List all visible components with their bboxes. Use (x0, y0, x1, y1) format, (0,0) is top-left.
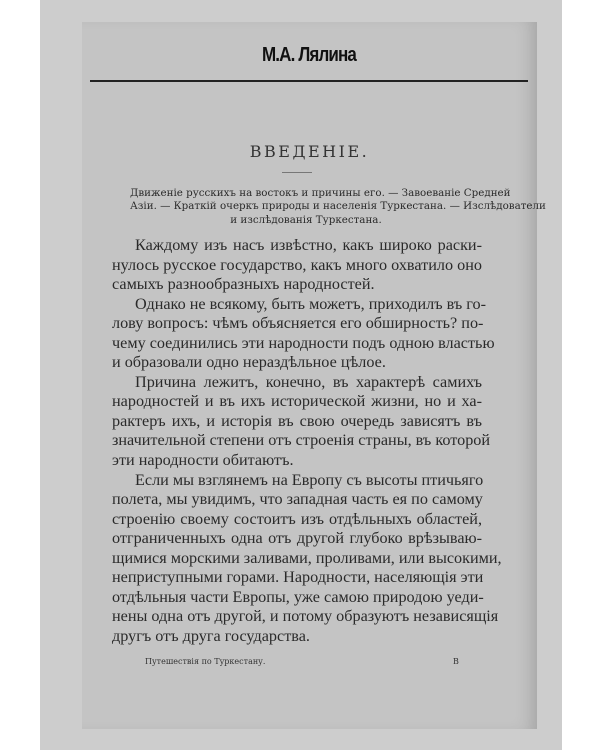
text-line: Причина лежитъ, конечно, въ характерѣ самихъ (135, 372, 482, 391)
text-line: рактеръ ихъ, и исторія въ свою очередь зависятъ въ (112, 411, 482, 430)
chapter-title: ВВЕДЕНІЕ. (249, 142, 370, 161)
text-line: и образовали одно нераздѣльное цѣлое. (112, 353, 386, 372)
text-line: отграниченныхъ одна отъ другой глубоко врѣзываю- (112, 529, 482, 548)
text-line: Каждому изъ насъ извѣстно, какъ широко раски- (135, 236, 482, 254)
text-line: щимися морскими заливами, проливами, или высокими, (112, 548, 502, 567)
text-line: значительной степени отъ строенія страны, въ которой (112, 431, 491, 450)
text-line: эти народности обитаютъ. (112, 451, 294, 470)
text-line: нены одна отъ другой, и потому образуютъ независящія (112, 607, 499, 626)
text-line: отдѣльныя части Европы, уже самою природою уеди- (112, 587, 484, 606)
text-line: другъ отъ друга государства. (112, 626, 310, 645)
running-footer: Путешествія по Туркестану. (145, 657, 266, 666)
signature-mark: В (453, 657, 459, 666)
text-line: Если мы взглянемъ на Европу съ высоты птичьяго (135, 470, 484, 489)
text-line: народностей и въ ихъ исторической жизни, но и ха- (112, 392, 482, 411)
summary-line: Азіи. — Краткій очеркъ природы и населенія Туркестана. — Изслѣдователи (130, 200, 546, 213)
text-line: лову вопросъ: чѣмъ объясняется его обширность? по- (112, 314, 484, 333)
text-line: самыхъ разнообразныхъ народностей. (112, 275, 375, 294)
author-header: М.А. Лялина (261, 44, 357, 66)
body-text (112, 236, 502, 646)
summary-line: и изслѣдованія Туркестана. (230, 213, 382, 226)
text-line: чему соединились эти народности подъ одною властью (112, 333, 495, 352)
header-rule (90, 80, 528, 82)
text-line: нулось русское государство, какъ много охватило оно (112, 255, 482, 274)
text-line: неприступными горами. Народности, населяющія эти (112, 568, 484, 587)
text-line: Однако не всякому, быть можетъ, приходилъ въ го- (135, 294, 486, 313)
title-rule (282, 172, 312, 173)
text-line: полета, мы увидимъ, что западная часть ея по самому (112, 490, 483, 509)
chapter-summary (130, 187, 546, 227)
summary-line: Движеніе русскихъ на востокъ и причины его. — Завоеваніе Средней (130, 187, 511, 199)
text-line: строенію своему состоитъ изъ отдѣльныхъ областей, (112, 509, 482, 528)
